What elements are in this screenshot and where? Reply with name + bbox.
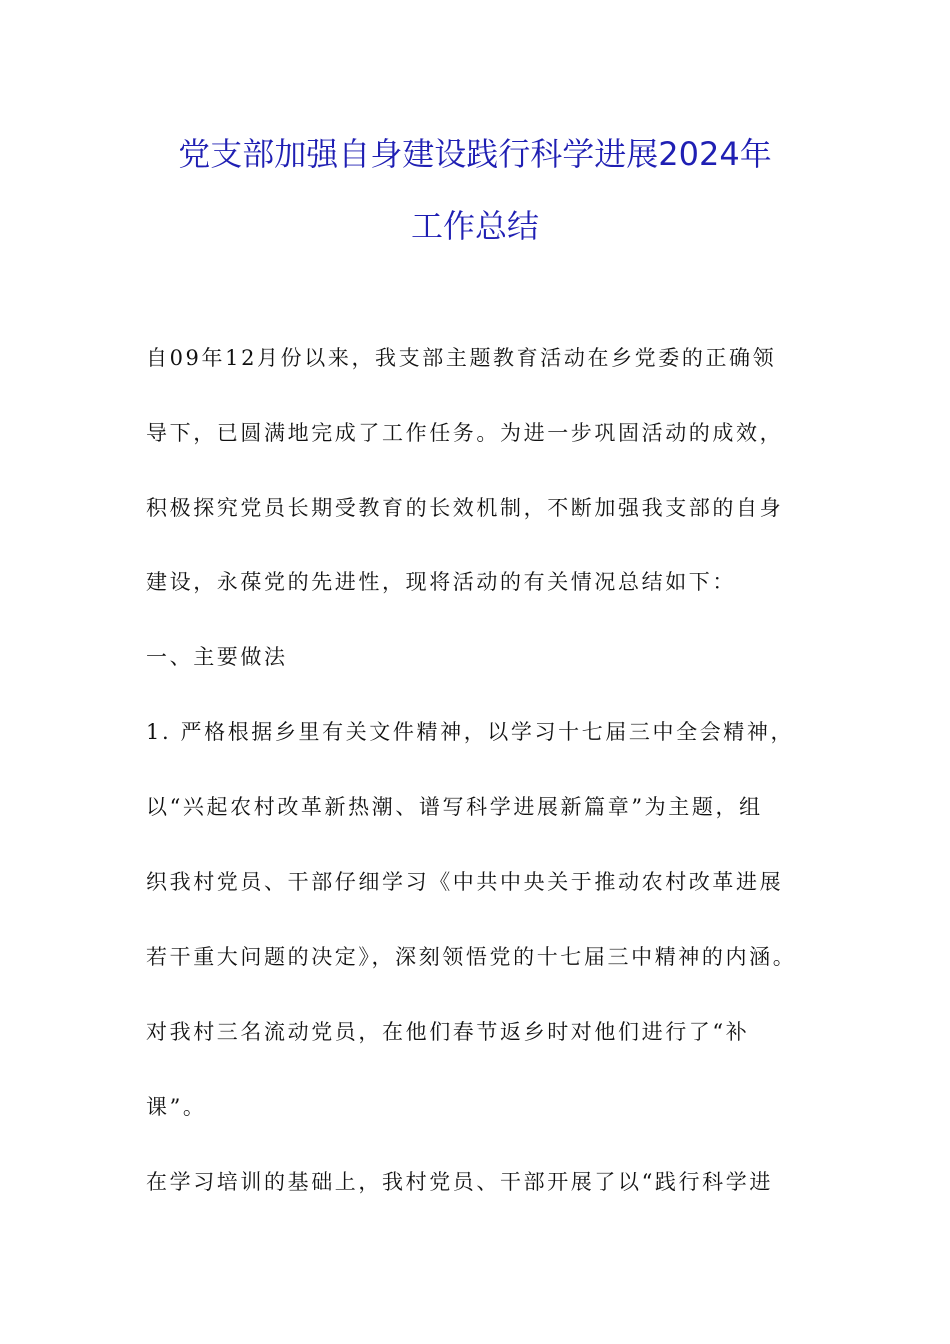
section-heading-main-practices: 一、主要做法: [146, 645, 288, 669]
paragraph-line-11: 课”。: [146, 1095, 207, 1119]
document-title-line-2: 工作总结: [410, 207, 539, 245]
paragraph-line-7: 以“兴起农村改革新热潮、谱写科学进展新篇章”为主题，组: [146, 795, 763, 819]
document-title-line-1: 党支部加强自身建设践行科学进展2024年: [178, 135, 772, 173]
paragraph-line-12: 在学习培训的基础上，我村党员、干部开展了以“践行科学进: [146, 1170, 773, 1194]
paragraph-line-3: 积极探究党员长期受教育的长效机制，不断加强我支部的自身: [146, 496, 784, 520]
paragraph-line-6: 1. 严格根据乡里有关文件精神，以学习十七届三中全会精神，: [146, 720, 795, 744]
paragraph-line-4: 建设，永葆党的先进性，现将活动的有关情况总结如下：: [146, 570, 736, 594]
paragraph-line-1: 自09年12月份以来，我支部主题教育活动在乡党委的正确领: [146, 346, 777, 370]
paragraph-line-9: 若干重大问题的决定》，深刻领悟党的十七届三中精神的内涵。: [146, 945, 797, 969]
paragraph-line-2: 导下，已圆满地完成了工作任务。为进一步巩固活动的成效，: [146, 421, 784, 445]
paragraph-line-8: 织我村党员、干部仔细学习《中共中央关于推动农村改革进展: [146, 870, 784, 894]
paragraph-line-10: 对我村三名流动党员，在他们春节返乡时对他们进行了“补: [146, 1020, 750, 1044]
